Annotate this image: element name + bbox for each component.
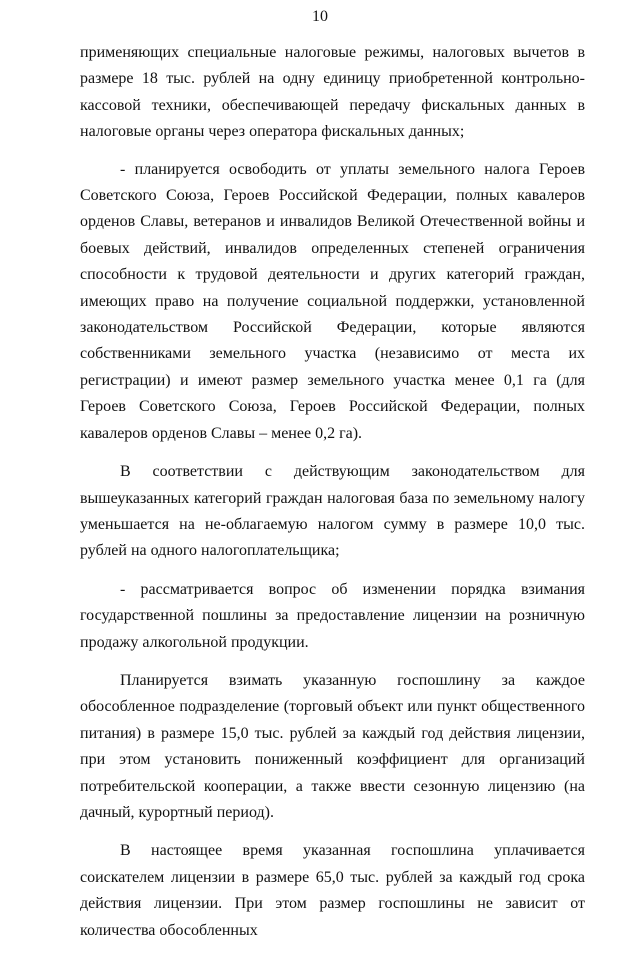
paragraph-state-duty-question: - рассматривается вопрос об изменении порядка взимания государственной пошлины за предоставление лицензии на розничную продажу алкогольной продукции. (80, 580, 585, 651)
paragraph-tax-base: В соответствии с действующим законодательством для вышеуказанных категорий граждан налоговая база по земельному налогу уменьшается на не-облагаемую налогом сумму в размере 10,0 тыс. рублей на одного налогоплательщика; (80, 463, 585, 560)
paragraph-current-duty: В настоящее время указанная госпошлина уплачивается соискателем лицензии в размере 65,0 тыс. рублей за каждый год срока действия лицензии. При этом размер госпошлины не зависит от количества обособленных (80, 842, 585, 939)
document-body (80, 40, 585, 956)
page-number: 10 (312, 8, 328, 25)
paragraph-planned-duty: Планируется взимать указанную госпошлину за каждое обособленное подразделение (торговый объект или пункт общественного питания) в размере 15,0 тыс. рублей за каждый год действия лицензии, при этом установить пониженный коэффициент для организаций потребительской кооперации, а также ввести сезонную лицензию (на дачный, курортный период). (80, 671, 585, 821)
paragraph-land-tax-exemption: - планируется освободить от уплаты земельного налога Героев Советского Союза, Героев Российской Федерации, полных кавалеров орденов Славы, ветеранов и инвалидов Великой Отечественной войны и боевых действий, инвалидов определенных степеней ограничения способности к трудовой деятельности и других категорий граждан, имеющих право на получение социальной поддержки, установленной законодательством Российской Федерации, которые являются собственниками земельного участка (независимо от места их регистрации) и имеют размер земельного участка менее 0,1 га (для Героев Советского Союза, Героев Российской Федерации, полных кавалеров орденов Славы – менее 0,2 га). (80, 160, 585, 442)
paragraph-continuation: применяющих специальные налоговые режимы, налоговых вычетов в размере 18 тыс. рублей на одну единицу приобретенной контрольно-кассовой техники, обеспечивающей передачу фискальных данных в налоговые органы через оператора фискальных данных; (80, 44, 585, 141)
